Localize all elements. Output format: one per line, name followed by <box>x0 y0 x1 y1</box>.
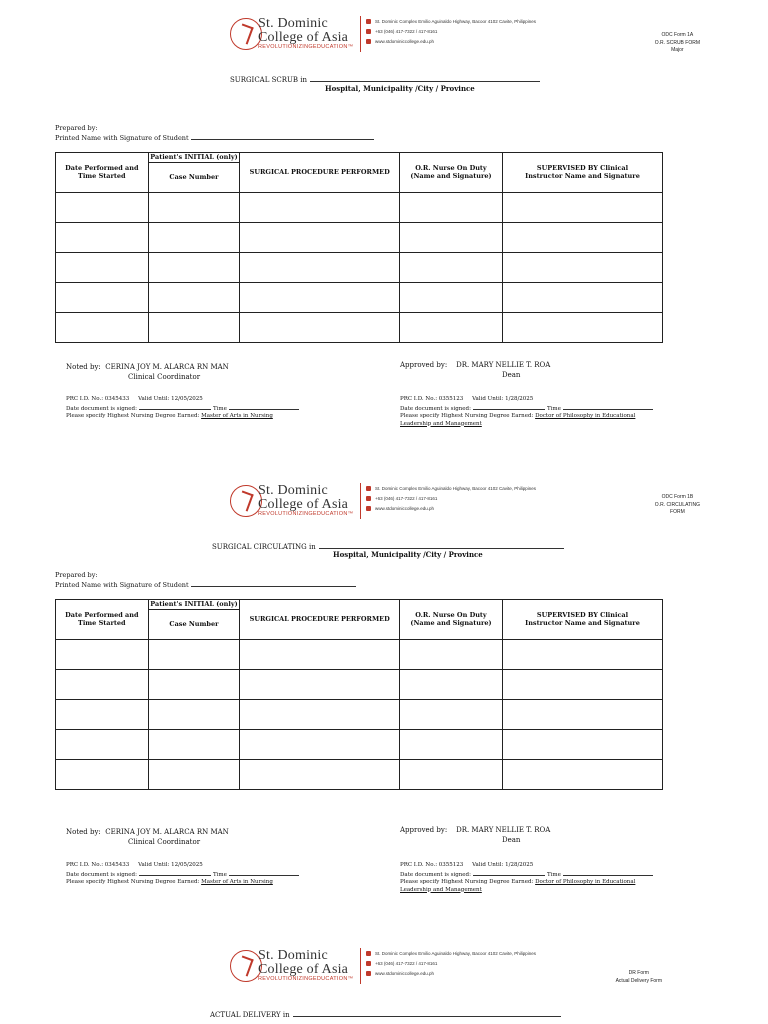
table-row <box>56 759 663 789</box>
col-nurse-header: O.R. Nurse On Duty (Name and Signature) <box>400 153 503 193</box>
noted-time-label: Time <box>212 405 227 412</box>
case-cell[interactable] <box>148 759 240 789</box>
approved-time-field[interactable] <box>563 404 653 410</box>
col-case-header: Case Number <box>148 609 240 639</box>
noted-by-block <box>66 362 229 382</box>
col-procedure-header: SURGICAL PROCEDURE PERFORMED <box>240 600 400 640</box>
nurse-cell[interactable] <box>400 699 503 729</box>
procedure-cell[interactable] <box>240 699 400 729</box>
college-header <box>228 481 558 523</box>
approved-by-role: Dean <box>502 836 521 844</box>
contact-website: www.stdominiccollege.edu.ph <box>375 970 435 976</box>
noted-degree-label: Please specify Highest Nursing Degree Earned: <box>66 413 200 419</box>
date-cell[interactable] <box>56 252 149 282</box>
approved-date-label: Date document is signed: <box>400 405 471 412</box>
approved-by-block <box>400 360 550 380</box>
noted-degree-label: Please specify Highest Nursing Degree Earned: <box>66 879 200 885</box>
col-patient-header: Patient's INITIAL (only) <box>148 153 240 163</box>
approved-date-field[interactable] <box>473 870 545 876</box>
contact-address: St. Dominic Complex Emilio Aguinaldo Highway, Bacoor 4102 Cavite, Philippines <box>375 18 536 24</box>
date-cell[interactable] <box>56 759 149 789</box>
approved-valid: Valid Until: 1/28/2025 <box>472 396 534 402</box>
approved-degree-line2: Leadership and Management <box>400 886 482 893</box>
nurse-cell[interactable] <box>400 669 503 699</box>
prepared-by <box>55 124 374 143</box>
procedure-cell[interactable] <box>240 222 400 252</box>
college-tagline: REVOLUTIONIZINGEDUCATION™ <box>258 511 354 517</box>
approved-degree-line1: Doctor of Philosophy in Educational <box>535 879 636 885</box>
procedure-cell[interactable] <box>240 639 400 669</box>
form-code-line2: Actual Delivery Form <box>615 977 662 984</box>
noted-by-role: Clinical Coordinator <box>128 373 201 381</box>
noted-by-name: CERINA JOY M. ALARCA RN MAN <box>105 363 229 371</box>
procedure-cell[interactable] <box>240 729 400 759</box>
approved-date-label: Date document is signed: <box>400 871 471 878</box>
noted-valid: Valid Until: 12/05/2025 <box>138 862 203 868</box>
form-code-line3: FORM <box>670 509 685 515</box>
form-code-line1: ODC Form 1B <box>661 494 694 500</box>
prepared-by-label: Prepared by: <box>55 124 98 132</box>
case-cell[interactable] <box>148 192 240 222</box>
approved-prc: PRC I.D. No.: 0355123 <box>400 396 464 402</box>
supervisor-cell[interactable] <box>503 282 663 312</box>
web-icon <box>366 971 371 976</box>
noted-date-label: Date document is signed: <box>66 871 137 878</box>
noted-prc: PRC I.D. No.: 0345433 <box>66 862 130 868</box>
noted-degree: Master of Arts in Nursing <box>201 413 273 419</box>
approved-valid: Valid Until: 1/28/2025 <box>472 862 534 868</box>
approved-degree-line1: Doctor of Philosophy in Educational <box>535 413 636 419</box>
contact-address: St. Dominic Complex Emilio Aguinaldo Highway, Bacoor 4102 Cavite, Philippines <box>375 950 536 956</box>
case-cell[interactable] <box>148 669 240 699</box>
procedure-cell[interactable] <box>240 282 400 312</box>
college-tagline: REVOLUTIONIZINGEDUCATION™ <box>258 44 354 50</box>
nurse-cell[interactable] <box>400 312 503 342</box>
phone-icon <box>366 496 371 501</box>
supervisor-cell[interactable] <box>503 669 663 699</box>
form-delivery <box>0 946 768 1024</box>
supervisor-cell[interactable] <box>503 759 663 789</box>
college-brand <box>258 484 353 518</box>
noted-valid: Valid Until: 12/05/2025 <box>138 396 203 402</box>
college-name-line2: College of Asia <box>258 30 349 45</box>
hospital-field[interactable] <box>293 1009 561 1017</box>
nurse-cell[interactable] <box>400 252 503 282</box>
noted-by-name: CERINA JOY M. ALARCA RN MAN <box>105 828 229 836</box>
student-signature-field[interactable] <box>191 580 356 587</box>
approved-prc: PRC I.D. No.: 0355123 <box>400 862 464 868</box>
approved-degree-label: Please specify Highest Nursing Degree Earned: <box>400 413 534 419</box>
approved-degree-label: Please specify Highest Nursing Degree Earned: <box>400 879 534 885</box>
approved-by-role: Dean <box>502 371 521 379</box>
contact-phone: +63 (046) 417-7322 / 417-8161 <box>375 28 438 34</box>
hospital-field[interactable] <box>310 74 540 82</box>
location-icon <box>366 19 371 24</box>
noted-by-label: Noted by: <box>66 363 101 371</box>
table-row <box>56 729 663 759</box>
table-row <box>56 192 663 222</box>
noted-details <box>66 862 301 887</box>
noted-details <box>66 396 301 421</box>
col-procedure-header: SURGICAL PROCEDURE PERFORMED <box>240 153 400 193</box>
supervisor-cell[interactable] <box>503 312 663 342</box>
noted-time-field[interactable] <box>229 870 299 876</box>
form-code-line1: DR Form <box>628 970 649 976</box>
form-title-text: ACTUAL DELIVERY in <box>210 1011 290 1019</box>
col-date-header: Date Performed and Time Started <box>56 153 149 193</box>
case-cell[interactable] <box>148 729 240 759</box>
student-signature-field[interactable] <box>191 133 374 140</box>
approved-time-label: Time <box>546 871 561 878</box>
date-cell[interactable] <box>56 312 149 342</box>
table-row <box>56 282 663 312</box>
approved-time-label: Time <box>546 405 561 412</box>
table-row <box>56 669 663 699</box>
printed-name-label: Printed Name with Signature of Student <box>55 134 189 142</box>
noted-date-label: Date document is signed: <box>66 405 137 412</box>
contact-address: St. Dominic Complex Emilio Aguinaldo Highway, Bacoor 4102 Cavite, Philippines <box>375 485 536 491</box>
form-code-line2: O.R. SCRUB FORM <box>654 39 700 46</box>
col-nurse-header: O.R. Nurse On Duty (Name and Signature) <box>400 600 503 640</box>
approved-by-label: Approved by: <box>400 361 448 369</box>
contact-website: www.stdominiccollege.edu.ph <box>375 505 435 511</box>
noted-by-block <box>66 827 229 847</box>
table-row <box>56 312 663 342</box>
nurse-cell[interactable] <box>400 222 503 252</box>
supervisor-cell[interactable] <box>503 639 663 669</box>
table-row <box>56 252 663 282</box>
noted-prc: PRC I.D. No.: 0345433 <box>66 396 130 402</box>
nurse-cell[interactable] <box>400 729 503 759</box>
date-cell[interactable] <box>56 639 149 669</box>
prepared-by-label: Prepared by: <box>55 571 98 579</box>
approved-details <box>400 396 655 428</box>
hospital-field[interactable] <box>319 541 564 549</box>
col-supervised-header: SUPERVISED BY Clinical Instructor Name and Signature <box>503 600 663 640</box>
date-cell[interactable] <box>56 282 149 312</box>
form-code-line1: ODC Form 1A <box>661 32 694 38</box>
form-circulating <box>0 481 768 921</box>
college-brand <box>258 17 353 51</box>
nurse-cell[interactable] <box>400 192 503 222</box>
nurse-cell[interactable] <box>400 282 503 312</box>
contact-block <box>366 483 536 513</box>
approved-by-block <box>400 825 550 845</box>
approved-time-field[interactable] <box>563 870 653 876</box>
form-subtitle: Hospital, Municipality /City / Province <box>325 84 475 93</box>
noted-by-label: Noted by: <box>66 828 101 836</box>
college-name-line1: St. Dominic <box>258 16 328 31</box>
header-divider <box>360 16 361 52</box>
table-row <box>56 699 663 729</box>
college-tagline: REVOLUTIONIZINGEDUCATION™ <box>258 976 354 982</box>
form-title-text: SURGICAL SCRUB in <box>230 76 308 84</box>
case-cell[interactable] <box>148 699 240 729</box>
case-cell[interactable] <box>148 282 240 312</box>
date-cell[interactable] <box>56 729 149 759</box>
college-header <box>228 14 558 56</box>
supervisor-cell[interactable] <box>503 222 663 252</box>
printed-name-label: Printed Name with Signature of Student <box>55 581 189 589</box>
col-case-header: Case Number <box>148 162 240 192</box>
noted-by-role: Clinical Coordinator <box>128 838 201 846</box>
supervisor-cell[interactable] <box>503 192 663 222</box>
college-brand <box>258 949 353 983</box>
form-code-line3: Major <box>671 47 684 53</box>
supervisor-cell[interactable] <box>503 729 663 759</box>
date-cell[interactable] <box>56 699 149 729</box>
contact-phone: +63 (046) 417-7322 / 417-8161 <box>375 495 438 501</box>
location-icon <box>366 486 371 491</box>
date-cell[interactable] <box>56 669 149 699</box>
web-icon <box>366 39 371 44</box>
prepared-by <box>55 571 356 590</box>
col-date-header: Date Performed and Time Started <box>56 600 149 640</box>
case-cell[interactable] <box>148 252 240 282</box>
form-code <box>616 970 662 985</box>
web-icon <box>366 506 371 511</box>
approved-by-label: Approved by: <box>400 826 448 834</box>
phone-icon <box>366 961 371 966</box>
supervisor-cell[interactable] <box>503 252 663 282</box>
college-name-line2: College of Asia <box>258 497 349 512</box>
form-code <box>655 32 700 55</box>
location-icon <box>366 951 371 956</box>
table-row <box>56 639 663 669</box>
form-title-text: SURGICAL CIRCULATING in <box>212 543 316 551</box>
date-cell[interactable] <box>56 222 149 252</box>
college-header <box>228 946 558 988</box>
approved-date-field[interactable] <box>473 404 545 410</box>
approved-by-name: DR. MARY NELLIE T. ROA <box>456 826 551 834</box>
procedure-table <box>55 599 663 790</box>
college-name-line2: College of Asia <box>258 962 349 977</box>
form-title <box>230 74 540 84</box>
header-divider <box>360 483 361 519</box>
case-cell[interactable] <box>148 222 240 252</box>
form-code <box>655 494 700 517</box>
procedure-cell[interactable] <box>240 192 400 222</box>
contact-block <box>366 16 536 46</box>
noted-date-field[interactable] <box>139 404 211 410</box>
noted-degree: Master of Arts in Nursing <box>201 879 273 885</box>
noted-date-field[interactable] <box>139 870 211 876</box>
procedure-table <box>55 152 663 343</box>
procedure-cell[interactable] <box>240 312 400 342</box>
phone-icon <box>366 29 371 34</box>
procedure-cell[interactable] <box>240 669 400 699</box>
college-name-line1: St. Dominic <box>258 483 328 498</box>
procedure-cell[interactable] <box>240 759 400 789</box>
case-cell[interactable] <box>148 312 240 342</box>
table-row <box>56 222 663 252</box>
approved-degree-line2: Leadership and Management <box>400 420 482 427</box>
supervisor-cell[interactable] <box>503 699 663 729</box>
procedure-cell[interactable] <box>240 252 400 282</box>
noted-time-field[interactable] <box>229 404 299 410</box>
form-title <box>210 1009 561 1019</box>
approved-details <box>400 862 655 894</box>
col-patient-header: Patient's INITIAL (only) <box>148 600 240 610</box>
college-name-line1: St. Dominic <box>258 948 328 963</box>
nurse-cell[interactable] <box>400 639 503 669</box>
contact-block <box>366 948 536 978</box>
approved-by-name: DR. MARY NELLIE T. ROA <box>456 361 551 369</box>
form-code-line2: O.R. CIRCULATING <box>654 501 700 508</box>
date-cell[interactable] <box>56 192 149 222</box>
form-subtitle: Hospital, Municipality /City / Province <box>333 550 483 559</box>
col-supervised-header: SUPERVISED BY Clinical Instructor Name and Signature <box>503 153 663 193</box>
noted-time-label: Time <box>212 871 227 878</box>
contact-phone: +63 (046) 417-7322 / 417-8161 <box>375 960 438 966</box>
header-divider <box>360 948 361 984</box>
nurse-cell[interactable] <box>400 759 503 789</box>
contact-website: www.stdominiccollege.edu.ph <box>375 38 435 44</box>
case-cell[interactable] <box>148 639 240 669</box>
form-scrub <box>0 14 768 444</box>
